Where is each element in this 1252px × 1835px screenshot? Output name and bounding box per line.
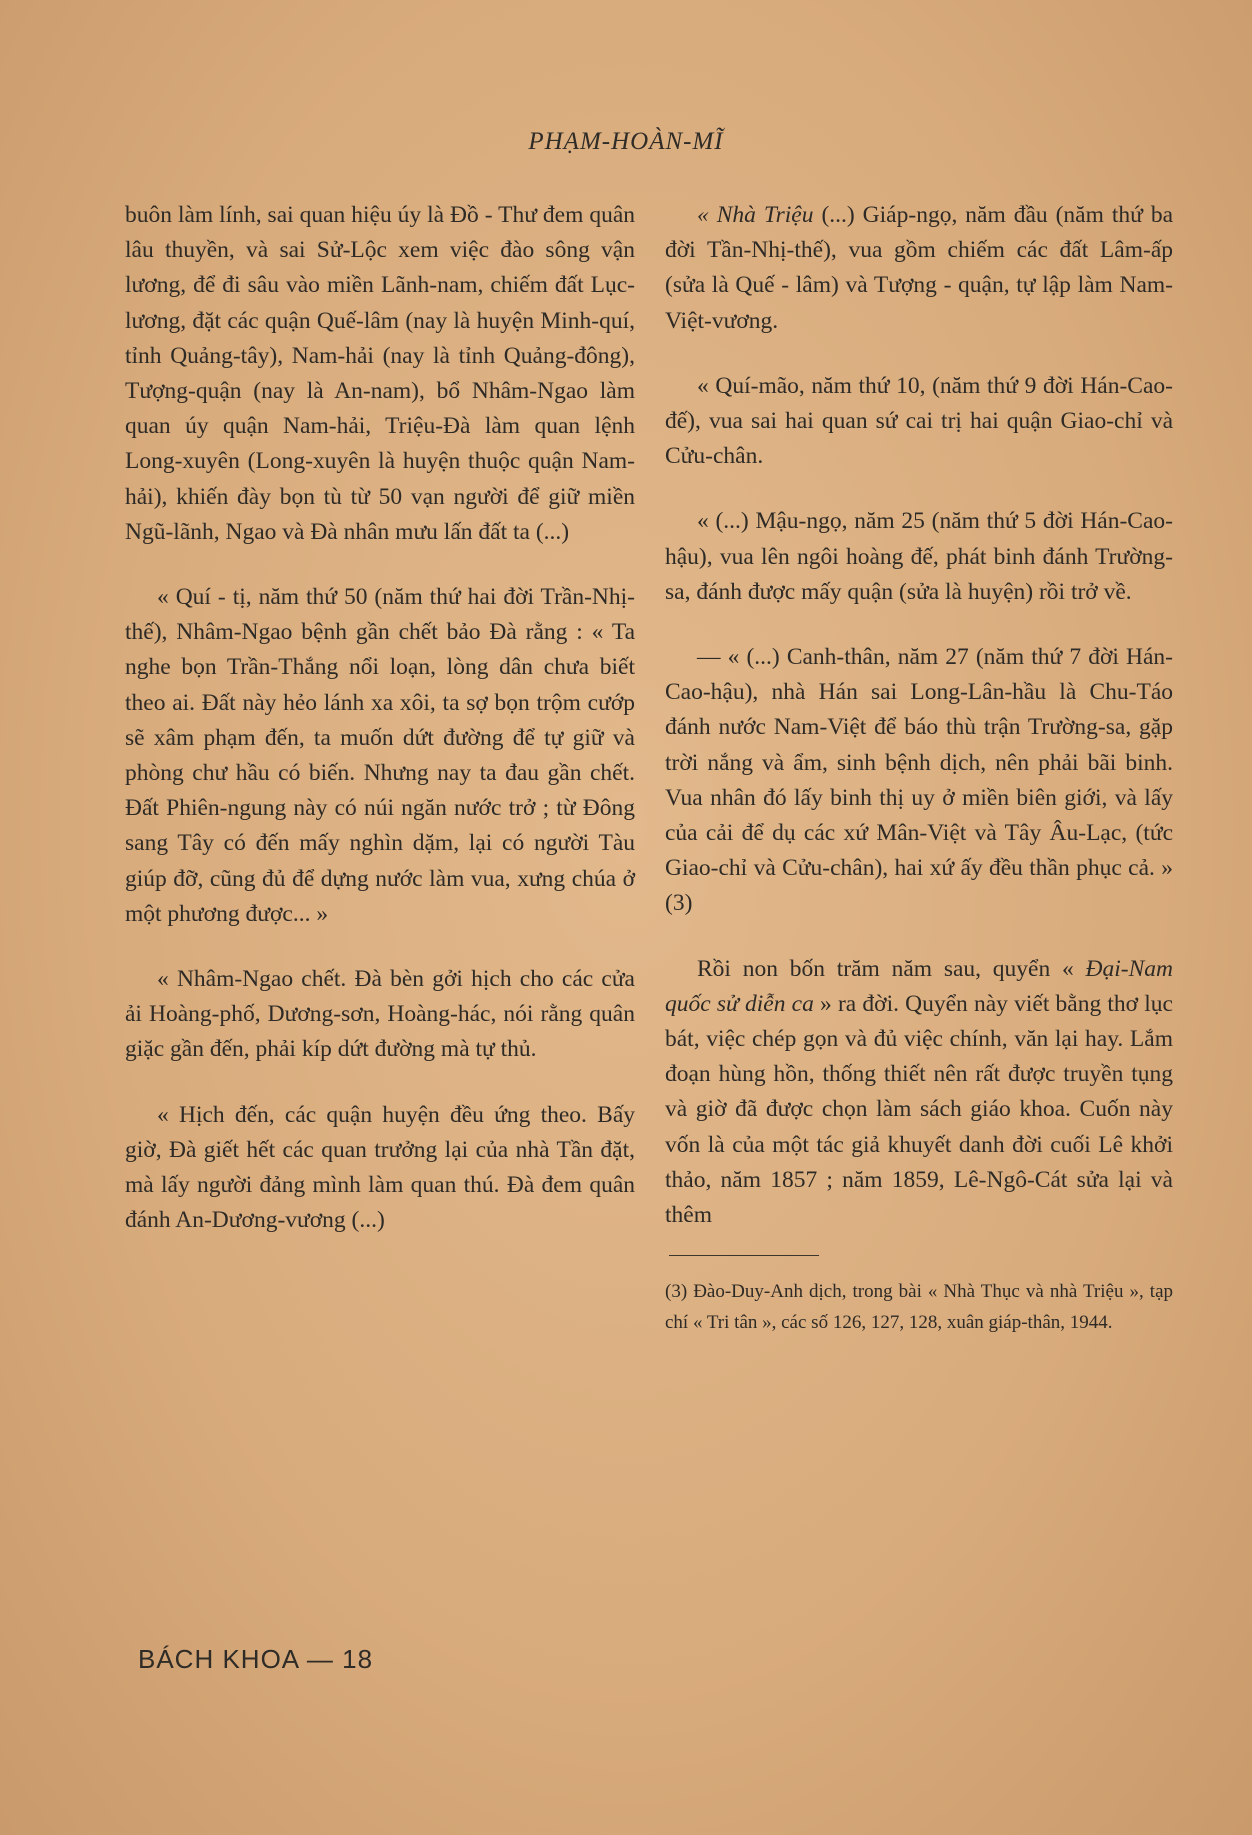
dai-nam-title: Đại-Nam quốc sử diễn ca [665, 955, 1173, 1017]
right-paragraph-4: — « (...) Canh-thân, năm 27 (năm thứ 7 đời Hán-Cao-hậu), nhà Hán sai Long-Lân-hầu là Chu-Táo đánh nước Nam-Việt để báo thù trận Trường-sa, gặp trời nắng và ẩm, sinh bệnh dịch, nên phải bãi binh. Vua nhân đó lấy binh thị uy ở miền biên giới, và lấy của cải để dụ các xứ Mân-Việt và Tây Âu-Lạc, (tức Giao-chỉ và Cửu-chân), hai xứ ấy đều thần phục cả. » (3) [665, 644, 1173, 917]
right-paragraph-5 [665, 952, 1173, 1234]
right-paragraph-1 [665, 198, 1173, 339]
left-paragraph-1: buôn làm lính, sai quan hiệu úy là Đồ - Thư đem quân lâu thuyền, và sai Sử-Lộc xem việc đào sông vận lương, để đi sâu vào miền Lãnh-nam, chiếm đất Lục-lương, đặt các quận Quế-lâm (nay là huyện Minh-quí, tỉnh Quảng-tây), Nam-hải (nay là tỉnh Quảng-đông), Tượng-quận (nay là An-nam), bổ Nhâm-Ngao làm quan úy quận Nam-hải, Triệu-Đà làm quan lệnh Long-xuyên (Long-xuyên là huyện thuộc quận Nam-hải), khiến đày bọn tù từ 50 vạn người để giữ miền Ngũ-lãnh, Ngao và Đà nhân mưu lấn đất ta (...) [125, 202, 635, 545]
left-paragraph-4: « Hịch đến, các quận huyện đều ứng theo. Bấy giờ, Đà giết hết các quan trưởng lại của nhà Tần đặt, mà lấy người đảng mình làm quan thú. Đà đem quân đánh An-Dương-vương (...) [125, 1101, 635, 1234]
right-paragraph-5-text: » ra đời. Quyển này viết bằng thơ lục bát, việc chép gọn và đủ việc chính, văn lại hay. Lắm đoạn hùng hồn, thống thiết nên rất được truyền tụng và giờ đã được chọn làm sách giáo khoa. Cuốn này vốn là của một tác giả khuyết danh đời cuối Lê khởi thảo, năm 1857 ; năm 1859, Lê-Ngô-Cát sửa lại và thêm [665, 990, 1173, 1229]
running-head: PHẠM-HOÀN-MĨ [528, 128, 724, 155]
left-column [125, 198, 635, 1268]
page-footer: BÁCH KHOA — 18 [138, 1644, 374, 1674]
nha-trieu-title: « Nhà Triệu [697, 202, 814, 228]
left-paragraph-2: « Quí - tị, năm thứ 50 (năm thứ hai đời Trần-Nhị-thế), Nhâm-Ngao bệnh gần chết bảo Đà rằng : « Ta nghe bọn Trần-Thắng nổi loạn, lòng dân chưa biết theo ai. Đất này hẻo lánh xa xôi, ta sợ bọn trộm cướp sẽ xâm phạm đến, ta muốn dứt đường để tự giữ và phòng chư hầu có biến. Nhưng nay ta đau gần chết. Đất Phiên-ngung này có núi ngăn nước trở ; từ Đông sang Tây có đến mấy nghìn dặm, lại có người Tàu giúp đỡ, cũng đủ để dựng nước làm vua, xưng chúa ở một phương được... » [125, 584, 635, 927]
right-paragraph-5-lead: Rồi non bốn trăm năm sau, quyển « [697, 955, 1086, 982]
right-paragraph-2: « Quí-mão, năm thứ 10, (năm thứ 9 đời Hán-Cao-đế), vua sai hai quan sứ cai trị hai quận Giao-chỉ và Cửu-chân. [665, 372, 1173, 470]
footnote: (3) Đào-Duy-Anh dịch, trong bài « Nhà Thục và nhà Triệu », tạp chí « Tri tân », các số 126, 127, 128, xuân giáp-thân, 1944. [665, 1281, 1173, 1334]
footnote-rule [669, 1255, 819, 1256]
right-column [665, 198, 1173, 1368]
right-paragraph-1-text: (...) Giáp-ngọ, năm đầu (năm thứ ba đời Tần-Nhị-thế), vua gồm chiếm các đất Lâm-ấp (sửa là Quế - lâm) và Tượng - quận, tự lập làm Nam-Việt-vương. [665, 202, 1173, 334]
right-paragraph-3: « (...) Mậu-ngọ, năm 25 (năm thứ 5 đời Hán-Cao-hậu), vua lên ngôi hoàng đế, phát binh đánh Trường-sa, đánh được mấy quận (sửa là huyện) rồi trở về. [665, 508, 1173, 605]
left-paragraph-3: « Nhâm-Ngao chết. Đà bèn gởi hịch cho các cửa ải Hoàng-phố, Dương-sơn, Hoàng-hác, nói rằng quân giặc gần đến, phải kíp dứt đường mà tự thủ. [125, 966, 635, 1063]
